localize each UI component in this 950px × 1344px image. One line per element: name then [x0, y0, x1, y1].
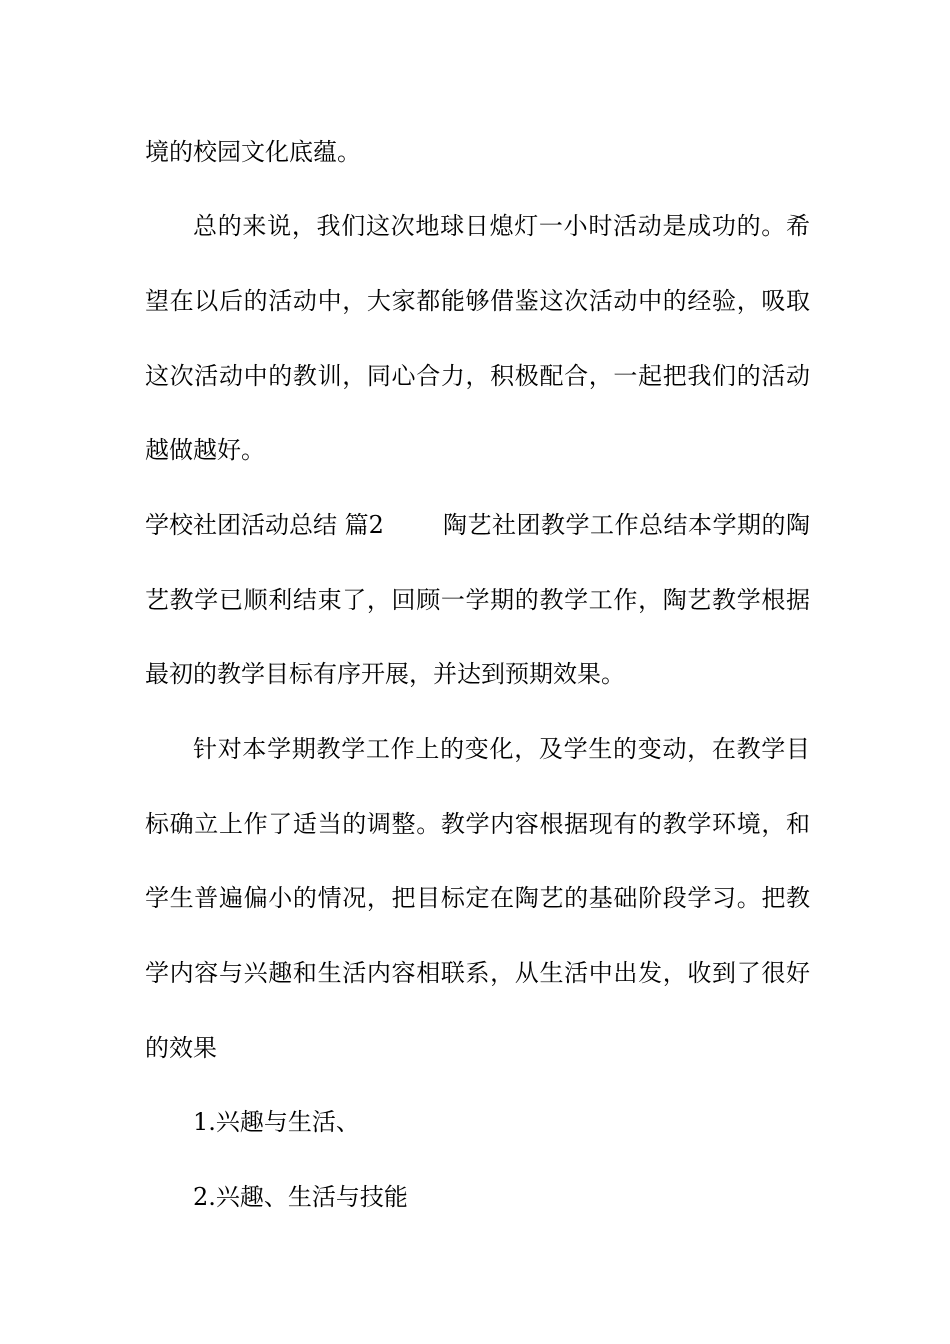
paragraph-line: 望在以后的活动中，大家都能够借鉴这次活动中的经验，吸取	[145, 287, 810, 315]
paragraph-line: 的效果	[145, 1034, 217, 1062]
paragraph-line: 这次活动中的教训，同心合力，积极配合，一起把我们的活动	[145, 362, 810, 390]
section-title: 学校社团活动总结 篇2	[145, 511, 384, 539]
paragraph-line: 总的来说，我们这次地球日熄灯一小时活动是成功的。希	[193, 212, 810, 240]
paragraph-line: 学生普遍偏小的情况，把目标定在陶艺的基础阶段学习。把教	[145, 884, 810, 912]
paragraph-line: 标确立上作了适当的调整。教学内容根据现有的教学环境，和	[145, 810, 810, 838]
section-heading-row	[145, 505, 810, 545]
paragraph-line: 学内容与兴趣和生活内容相联系，从生活中出发，收到了很好	[145, 959, 810, 987]
list-item: 1.兴趣与生活、	[193, 1108, 360, 1136]
paragraph-line: 越做越好。	[145, 436, 265, 464]
list-item: 2.兴趣、生活与技能	[193, 1183, 408, 1211]
paragraph-line: 针对本学期教学工作上的变化，及学生的变动，在教学目	[193, 735, 810, 763]
paragraph-line: 艺教学已顺利结束了，回顾一学期的教学工作，陶艺教学根据	[145, 586, 810, 614]
paragraph-line: 境的校园文化底蕴。	[145, 138, 361, 166]
paragraph-line: 最初的教学目标有序开展，并达到预期效果。	[145, 660, 625, 688]
paragraph-line: 陶艺社团教学工作总结本学期的陶	[443, 511, 810, 539]
